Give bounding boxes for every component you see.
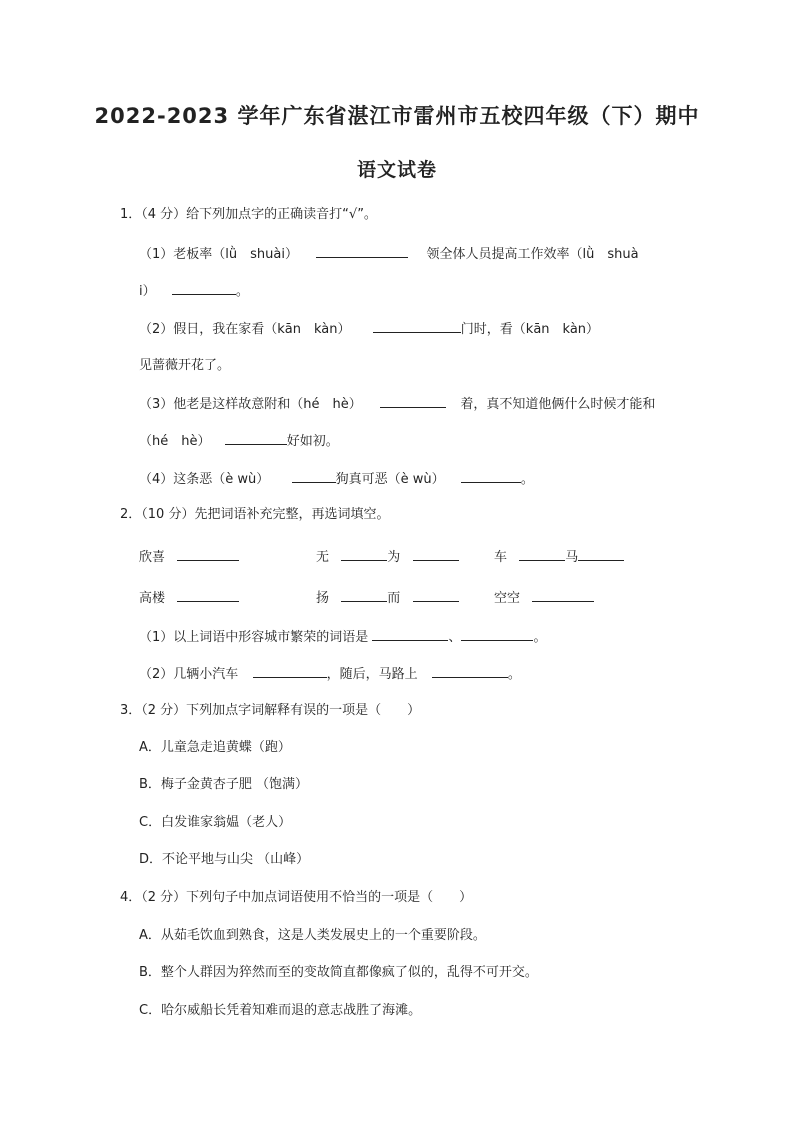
period: 。 [507,667,521,682]
comma: 、 [448,630,462,645]
q3-option-b[interactable]: B．梅子金黄杏子肥 （饱满） [139,777,309,792]
q1-item1-line2 [139,281,249,301]
answer-blank[interactable] [172,281,236,295]
q4-option-c[interactable]: C．哈尔威船长凭着知难而退的意志战胜了海滩。 [139,1003,422,1018]
q1-item2-line1 [139,319,599,339]
q1-item3-text-c: （hé hè） [139,434,211,449]
q2-word-高楼 [139,588,239,608]
q4-option-b[interactable]: B．整个人群因为猝然而至的变故简直都像疯了似的，乱得不可开交。 [139,965,538,980]
period: 。 [235,284,249,299]
q2-stem: 2．（10 分）先把词语补充完整，再选词填空。 [120,507,390,522]
answer-blank[interactable] [432,664,508,678]
answer-blank[interactable] [341,547,387,561]
q1-item1-text-b: 领全体人员提高工作效率（lǜ shuà [426,247,639,262]
q3-option-d[interactable]: D．不论平地与山尖 （山峰） [139,852,310,867]
q3-stem: 3．（2 分）下列加点字词解释有误的一项是（ ） [120,703,421,718]
period: 。 [520,472,534,487]
q1-item3-text-d: 好如初。 [286,434,339,449]
exam-title-line2: 语文试卷 [356,159,437,181]
q1-item4-line [139,469,534,489]
q1-item4-text-a: （4）这条恶（è wù） [139,472,270,487]
answer-blank[interactable] [519,547,565,561]
q2-word-扬而 [316,588,459,608]
answer-blank[interactable] [316,244,408,258]
answer-blank[interactable] [413,547,459,561]
q2-word-车马 [494,547,624,567]
q1-item2-text-c: 见蔷薇开花了。 [139,358,231,373]
q1-item2-text-b: 门时，看（kān kàn） [460,322,600,337]
answer-blank[interactable] [292,469,336,483]
q1-item1-line1 [139,244,639,264]
q2-word-空空 [494,588,594,608]
answer-blank[interactable] [341,588,387,602]
q2-word-text: 欣喜 [139,550,166,565]
q4-option-a[interactable]: A．从茹毛饮血到熟食，这是人类发展史上的一个重要阶段。 [139,928,486,943]
answer-blank[interactable] [532,588,594,602]
answer-blank[interactable] [461,627,533,641]
q2-word-text: 而 [387,591,401,606]
q1-item3-line1 [139,394,655,414]
answer-blank[interactable] [177,547,239,561]
answer-blank[interactable] [373,319,461,333]
answer-blank[interactable] [372,627,448,641]
q3-option-a[interactable]: A．儿童急走追黄蝶（跑） [139,740,291,755]
q2-word-text: 马 [565,550,579,565]
answer-blank[interactable] [177,588,239,602]
answer-blank[interactable] [578,547,624,561]
answer-blank[interactable] [461,469,521,483]
exam-title-line1: 2022-2023 学年广东省湛江市雷州市五校四年级（下）期中 [94,104,700,128]
q4-stem: 4．（2 分）下列句子中加点词语使用不恰当的一项是（ ） [120,890,473,905]
q2-sub2-text-b: ，随后，马路上 [326,667,418,682]
q2-word-text: 扬 [316,591,330,606]
q2-word-text: 高楼 [139,591,166,606]
q2-sub1 [139,627,546,647]
q2-sub2-text-a: （2）几辆小汽车 [139,667,239,682]
answer-blank[interactable] [413,588,459,602]
q1-item1-text-a: （1）老板率（lǜ shuài） [139,247,298,262]
q1-item3-line2 [139,431,339,451]
q2-word-text: 无 [316,550,330,565]
q1-item3-text-b: 着，真不知道他俩什么时候才能和 [460,397,656,412]
q2-word-text: 车 [494,550,508,565]
q2-word-text: 为 [387,550,401,565]
q3-option-c[interactable]: C．白发谁家翁媪（老人） [139,815,292,830]
period: 。 [533,630,547,645]
answer-blank[interactable] [253,664,327,678]
q2-word-text: 空空 [494,591,521,606]
q1-item3-text-a: （3）他老是这样故意附和（hé hè） [139,397,362,412]
q1-item4-text-b: 狗真可恶（è wù） [335,472,445,487]
q1-item2-text-a: （2）假日，我在家看（kān kàn） [139,322,351,337]
q2-word-无为 [316,547,459,567]
answer-blank[interactable] [225,431,287,445]
answer-blank[interactable] [380,394,446,408]
q1-stem: 1．（4 分）给下列加点字的正确读音打“√”。 [120,207,377,222]
q2-sub2 [139,664,521,684]
q2-word-欣喜 [139,547,239,567]
q1-item1-text-c: i） [139,284,156,299]
q2-sub1-text: （1）以上词语中形容城市繁荣的词语是 [139,630,369,645]
